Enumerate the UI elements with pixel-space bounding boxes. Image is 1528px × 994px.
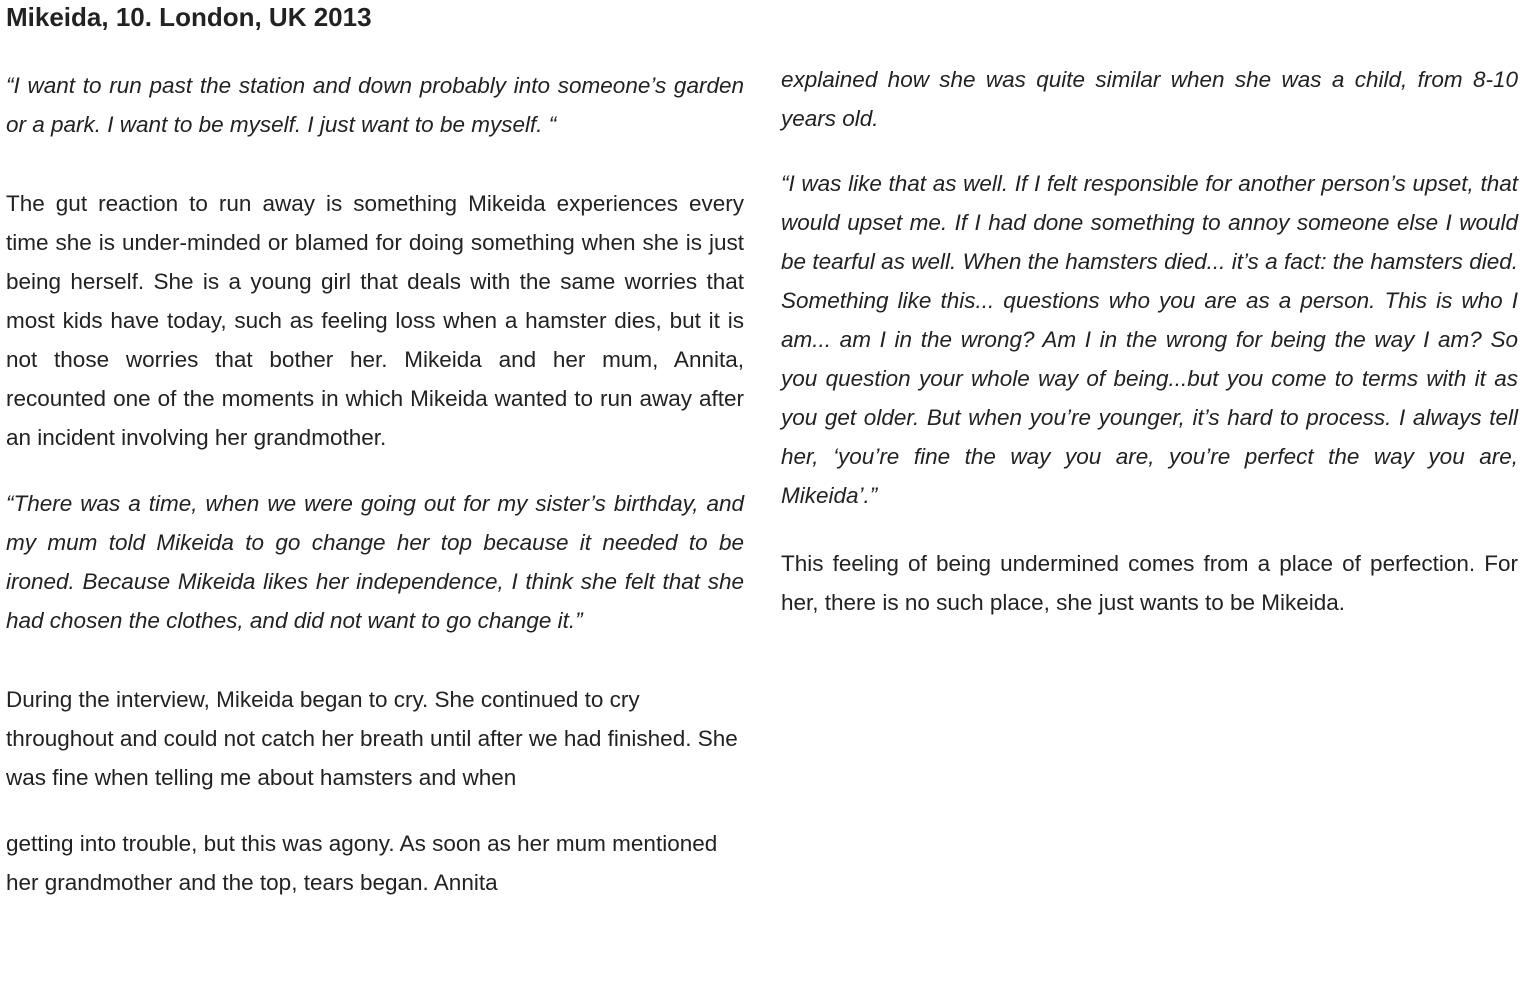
quote-mother: “I was like that as well. If I felt responsible for another person’s upset, that would upset me. If I had done something to annoy someone else I would be tearful as well. When the hamsters died... it’s a fact: the hamsters died. Something like this... questions who you are as a person. This is who I am... am I in the wrong? Am I in the wrong for being the way I am? So you question your whole way of being...but you come to terms with it as you get older. But when you’re younger, it’s hard to process. I always tell her, ‘you’re fine the way you are, you’re perfect the way you are, Mikeida’.” (781, 171, 1518, 508)
document-title: Mikeida, 10. London, UK 2013 (6, 2, 372, 32)
paragraph-agony: getting into trouble, but this was agony. As soon as her mum mentioned her grandmother and the top, tears began. Annita (6, 831, 718, 895)
paragraph-interview: During the interview, Mikeida began to cry. She continued to cry throughout and could not catch her breath until after we had finished. She was fine when telling me about hamsters and when (6, 687, 738, 790)
paragraph-conclusion: This feeling of being undermined comes from a place of perfection. For her, there is no such place, she just wants to be Mikeida. (781, 551, 1518, 615)
quote-sister-birthday: “There was a time, when we were going out for my sister’s birthday, and my mum told Mikeida to go change her top because it needed to be ironed. Because Mikeida likes her independence, I think she felt that she had chosen the clothes, and did not want to go change it.” (6, 491, 744, 633)
paragraph-gut-reaction: The gut reaction to run away is something Mikeida experiences every time she is under-minded or blamed for doing something when she is just being herself. She is a young girl that deals with the same worries that most kids have today, such as feeling loss when a hamster dies, but it is not those worries that bother her. Mikeida and her mum, Annita, recounted one of the moments in which Mikeida wanted to run away after an incident involving her grandmother. (6, 191, 744, 450)
paragraph-similar-child: explained how she was quite similar when she was a child, from 8-10 years old. (781, 67, 1518, 131)
quote-run-away: “I want to run past the station and down probably into someone’s garden or a park. I want to be myself. I just want to be myself. “ (6, 73, 744, 137)
